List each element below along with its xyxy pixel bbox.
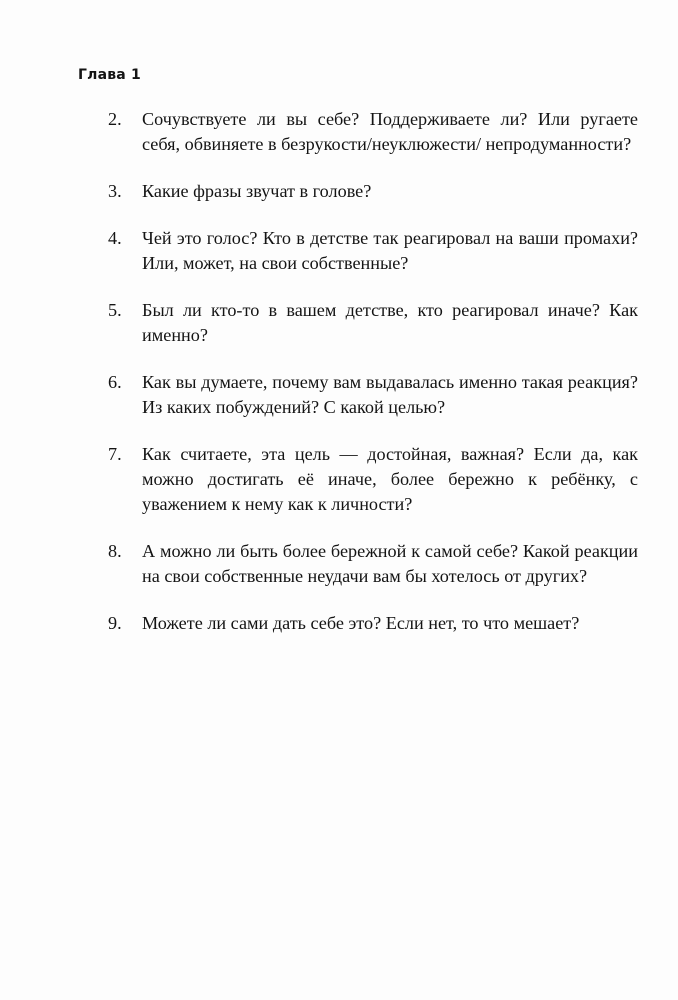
question-item-9 <box>108 611 638 636</box>
question-text: Сочувствуете ли вы себе? Поддерживаете ли? Или ругаете себя, обвиняете в безрукости/неуклюжести/ непродуманности? <box>142 109 638 154</box>
question-number: 7. <box>108 444 122 464</box>
question-list <box>108 107 638 658</box>
question-item-8 <box>108 539 638 589</box>
question-text: Как считаете, эта цель — достойная, важная? Если да, как можно достигать её иначе, более бережно к ребёнку, с уважением к нему как к личности? <box>142 444 638 514</box>
question-text: А можно ли быть более бережной к самой себе? Какой реакции на свои собственные неудачи вам бы хотелось от других? <box>142 541 638 586</box>
question-number: 5. <box>108 300 122 320</box>
question-text: Можете ли сами дать себе это? Если нет, то что мешает? <box>142 613 580 633</box>
question-number: 8. <box>108 541 122 561</box>
question-number: 9. <box>108 613 122 633</box>
question-item-4 <box>108 226 638 276</box>
question-number: 2. <box>108 109 122 129</box>
question-number: 6. <box>108 372 122 392</box>
question-item-7 <box>108 442 638 517</box>
question-item-3 <box>108 179 638 204</box>
chapter-header: Глава 1 <box>78 67 141 83</box>
question-number: 4. <box>108 228 122 248</box>
question-item-2 <box>108 107 638 157</box>
question-number: 3. <box>108 181 122 201</box>
question-item-6 <box>108 370 638 420</box>
question-text: Чей это голос? Кто в детстве так реагировал на ваши промахи? Или, может, на свои собственные? <box>142 228 638 273</box>
question-text: Как вы думаете, почему вам выдавалась именно такая реакция? Из каких побуждений? С какой целью? <box>142 372 638 417</box>
question-item-5 <box>108 298 638 348</box>
question-text: Какие фразы звучат в голове? <box>142 181 372 201</box>
question-text: Был ли кто-то в вашем детстве, кто реагировал иначе? Как именно? <box>142 300 638 345</box>
